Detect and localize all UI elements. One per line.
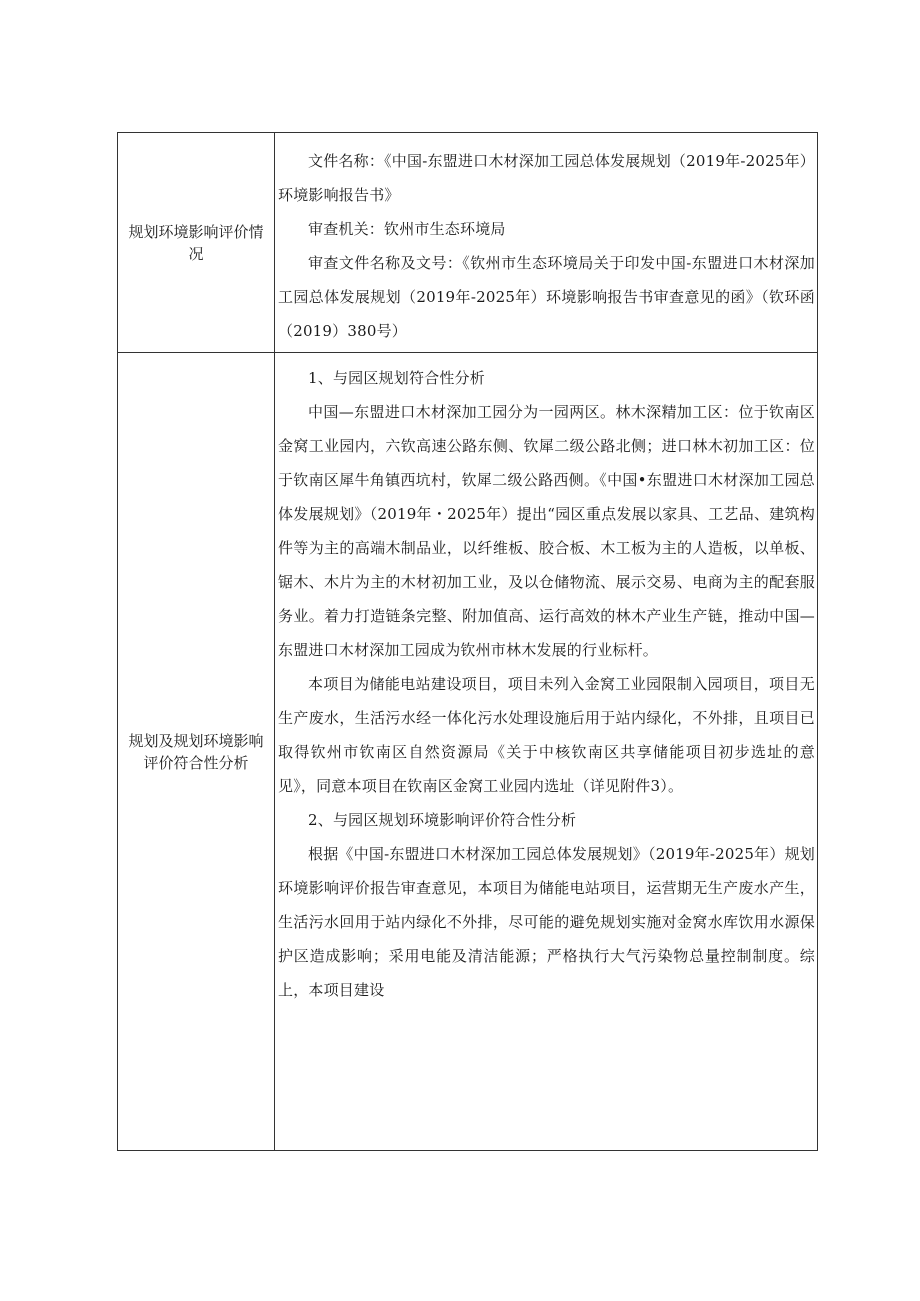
- row-label-text: 规划及规划环境影响评价符合性分析: [128, 731, 264, 772]
- row-label-compliance-analysis: [118, 353, 275, 1151]
- table-row-planning-eia: [118, 133, 818, 353]
- table-row-compliance-analysis: [118, 353, 818, 1151]
- section-heading-park-plan: 1、与园区规划符合性分析: [308, 369, 485, 387]
- row-label-planning-eia: [118, 133, 275, 353]
- row-content-planning-eia: [275, 133, 818, 353]
- park-overview-paragraph: 中国—东盟进口木材深加工园分为一园两区。林木深精加工区：位于钦南区金窝工业园内，六钦高速公路东侧、钦犀二级公路北侧；进口林木初加工区：位于钦南区犀牛角镇西坑村，钦犀二级公路西侧。《中国•东盟进口木材深加工园总体发展规划》（2019年・2025年）提出“园区重点发展以家具、工艺品、建筑构件等为主的高端木制品业，以纤维板、胶合板、木工板为主的人造板，以单板、锯木、木片为主的木材初加工业，及以仓储物流、展示交易、电商为主的配套服务业。着力打造链条完整、附加值高、运行高效的林木产业生产链，推动中国—东盟进口木材深加工园成为钦州市林木发展的行业标杆。: [278, 403, 815, 659]
- document-table: [117, 132, 818, 1151]
- review-authority-paragraph: 审查机关：钦州市生态环境局: [308, 219, 506, 238]
- eia-compliance-paragraph: 根据《中国-东盟进口木材深加工园总体发展规划》（2019年-2025年）规划环境影响评价报告审查意见，本项目为储能电站项目，运营期无生产废水产生，生活污水回用于站内绿化不外排，尽可能的避免规划实施对金窝水库饮用水源保护区造成影响；采用电能及清洁能源；严格执行大气污染物总量控制制度。综上，本项目建设: [278, 845, 815, 999]
- project-compliance-paragraph: 本项目为储能电站建设项目，项目未列入金窝工业园限制入园项目，项目无生产废水，生活污水经一体化污水处理设施后用于站内绿化，不外排，且项目已取得钦州市钦南区自然资源局《关于中核钦南区共享储能项目初步选址的意见》，同意本项目在钦南区金窝工业园内选址（详见附件3）。: [278, 675, 815, 795]
- file-name-paragraph: 文件名称：《中国-东盟进口木材深加工园总体发展规划（2019年-2025年）环境影响报告书》: [278, 151, 815, 204]
- review-document-paragraph: 审查文件名称及文号：《钦州市生态环境局关于印发中国-东盟进口木材深加工园总体发展规划（2019年-2025年）环境影响报告书审查意见的函》（钦环函（2019）380号）: [278, 253, 815, 340]
- section-heading-park-eia: 2、与园区规划环境影响评价符合性分析: [308, 811, 577, 829]
- row-content-compliance-analysis: [275, 353, 818, 1151]
- row-label-text: 规划环境影响评价情况: [128, 222, 264, 263]
